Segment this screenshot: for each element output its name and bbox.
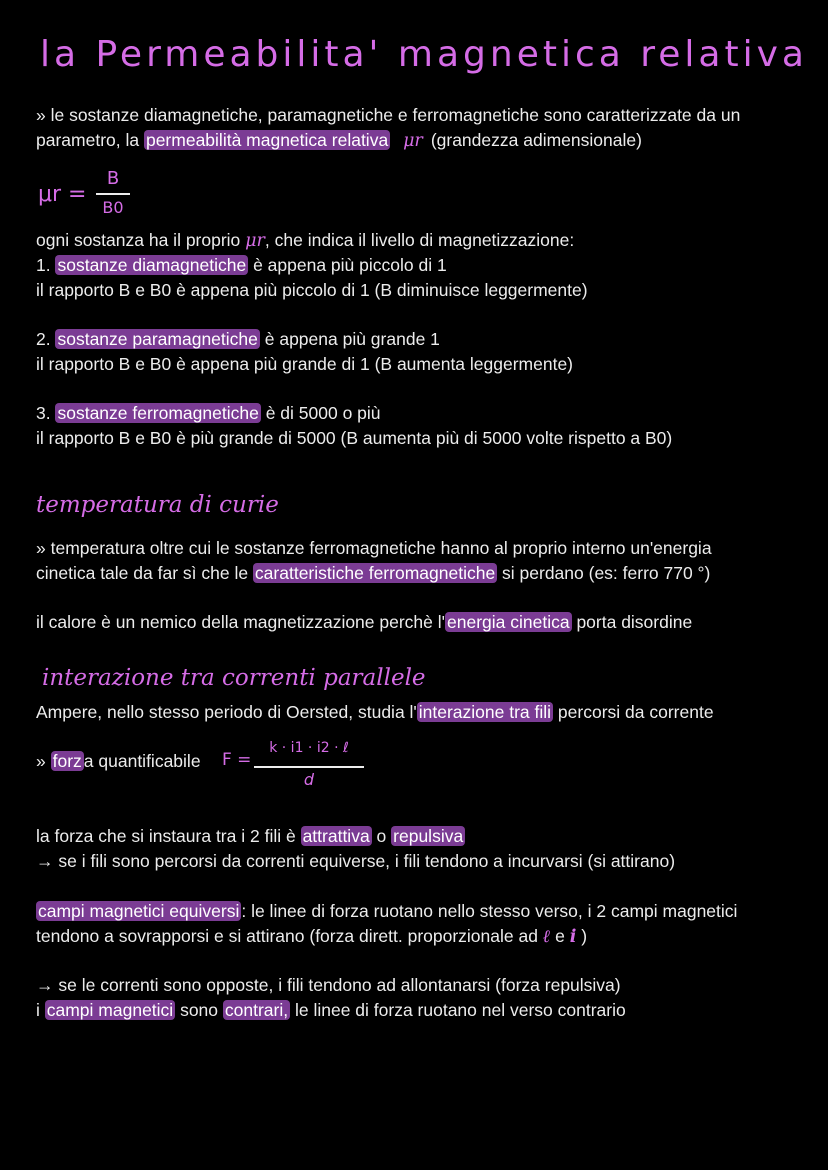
highlight-force: forz	[52, 751, 82, 771]
list-text: è appena più grande 1	[259, 329, 440, 349]
p2-text-end: , che indica il livello di magnetizzazione:	[264, 230, 575, 250]
formula-force	[222, 738, 372, 792]
ampere-line	[36, 700, 714, 724]
p2-intro	[36, 228, 574, 253]
list-item-3	[36, 401, 381, 425]
intro-text: parametro, la	[36, 130, 144, 150]
heat-text: il calore è un nemico della magnetizzazione perchè l'	[36, 612, 445, 632]
equiverse-fields-line-1	[36, 899, 737, 923]
highlight-paramagnetic: sostanze paramagnetiche	[57, 329, 258, 349]
highlight-wire-interaction: interazione tra fili	[418, 702, 552, 722]
equiverse-line: → se i fili sono percorsi da correnti equiverse, i fili tendono a incurvarsi (si attirano)	[36, 851, 676, 871]
length-symbol: ℓ	[542, 927, 551, 947]
highlight-equiverse-fields: campi magnetici equiversi	[38, 901, 240, 921]
heading-parallel-currents: interazione tra correnti parallele	[42, 665, 426, 691]
list-item-2-detail: il rapporto B e B0 è appena più grande di 1 (B aumenta leggermente)	[36, 354, 574, 374]
contrary-text: le linee di forza ruotano nel verso contrario	[290, 1000, 626, 1020]
formula-denominator: B0	[102, 198, 124, 217]
ampere-text-end: percorsi da corrente	[553, 702, 714, 722]
current-symbol: i	[569, 927, 577, 947]
list-item-2	[36, 327, 440, 351]
mu-r-symbol: μr	[403, 131, 423, 151]
list-text: è appena più piccolo di 1	[248, 255, 447, 275]
highlight-repulsive: repulsiva	[393, 826, 464, 846]
list-item-1-detail: il rapporto B e B0 è appena più piccolo di 1 (B diminuisce leggermente)	[36, 280, 588, 300]
curie-line-2	[36, 561, 710, 585]
equiverse-fields-text: : le linee di forza ruotano nello stesso verso, i 2 campi magnetici	[241, 901, 738, 921]
close-paren: )	[576, 926, 588, 946]
curie-line-1: » temperatura oltre cui le sostanze ferromagnetiche hanno al proprio interno un'energia	[36, 538, 712, 558]
force-text: a quantificabile	[83, 751, 201, 771]
force-type-text: la forza che si instaura tra i 2 fili è	[36, 826, 301, 846]
list-text: è di 5000 o più	[260, 403, 381, 423]
list-item-1	[36, 253, 447, 277]
intro-line-2	[36, 128, 642, 153]
highlight-diamagnetic: sostanze diamagnetiche	[57, 255, 247, 275]
mu-r-symbol-2: μr	[245, 231, 265, 251]
page-title: la Permeabilita' magnetica relativa	[40, 34, 808, 75]
list-number: 2.	[36, 329, 56, 349]
force-formula-denominator: d	[303, 770, 315, 789]
ampere-text: Ampere, nello stesso periodo di Oersted, studia l'	[36, 702, 417, 722]
opposite-currents-line: → se le correnti sono opposte, i fili tendono ad allontanarsi (forza repulsiva)	[36, 975, 621, 995]
heat-text-end: porta disordine	[571, 612, 693, 632]
list-number: 3.	[36, 403, 56, 423]
formula-lhs: μr =	[38, 182, 87, 207]
highlight-magnetic-fields: campi magnetici	[46, 1000, 174, 1020]
highlight-attractive: attrattiva	[302, 826, 370, 846]
article-text: i	[36, 1000, 45, 1020]
highlight-ferromagnetic: sostanze ferromagnetiche	[57, 403, 259, 423]
p2-text: ogni sostanza ha il proprio	[36, 230, 246, 250]
formula-mu-r	[38, 168, 138, 223]
are-text: sono	[175, 1000, 223, 1020]
force-line	[36, 749, 201, 773]
force-type-line	[36, 824, 465, 848]
list-item-3-detail: il rapporto B e B0 è più grande di 5000 (B aumenta più di 5000 volte rispetto a B0)	[36, 428, 673, 448]
curie-text: cinetica tale da far sì che le	[36, 563, 253, 583]
curie-line-3	[36, 610, 692, 634]
curie-text-end: si perdano (es: ferro 770 °)	[497, 563, 711, 583]
heading-curie-temperature: temperatura di curie	[36, 492, 279, 518]
force-formula-lhs: F =	[222, 750, 252, 770]
force-fraction-bar	[254, 766, 364, 768]
contrary-fields-line	[36, 998, 626, 1022]
proportional-text: tendono a sovrapporsi e si attirano (forza dirett. proporzionale ad	[36, 926, 543, 946]
intro-line-1: » le sostanze diamagnetiche, paramagnetiche e ferromagnetiche sono caratterizzate da un	[36, 105, 741, 125]
bullet: »	[36, 751, 51, 771]
equiverse-fields-line-2	[36, 924, 587, 949]
highlight-kinetic-energy: energia cinetica	[447, 612, 570, 632]
list-number: 1.	[36, 255, 56, 275]
highlight-ferro-characteristics: caratteristiche ferromagnetiche	[254, 563, 496, 583]
force-type-or: o	[371, 826, 392, 846]
highlight-contrary: contrari,	[224, 1000, 289, 1020]
and-text: e	[550, 926, 570, 946]
force-formula-numerator: k · i1 · i2 · ℓ	[269, 740, 349, 756]
intro-text-end: (grandezza adimensionale)	[430, 130, 642, 150]
formula-numerator: B	[106, 168, 120, 189]
fraction-bar	[96, 193, 130, 195]
highlight-permeability: permeabilità magnetica relativa	[145, 130, 389, 150]
